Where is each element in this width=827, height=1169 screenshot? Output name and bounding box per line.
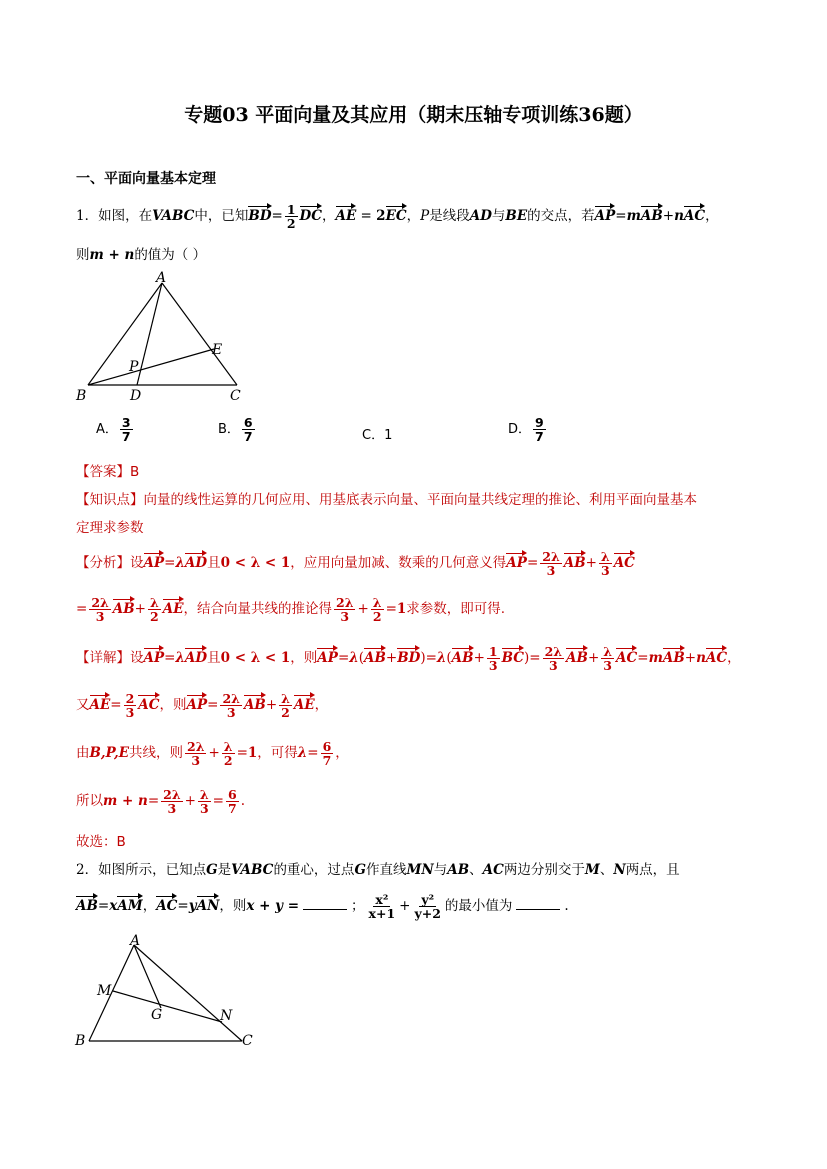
q1-stem-line1: 1．如图，在VABC中，已知BD= $\frac{1}{2}$ DC，AE = 2EC，P是线段AD与BE的交点，若AP=mAB+nAC， (76, 202, 719, 232)
edge-ab (88, 283, 162, 385)
edge-ac (134, 945, 242, 1041)
label-c: C (242, 1033, 253, 1049)
edge-ac (162, 283, 237, 385)
label-m: M (97, 983, 112, 999)
detail-line3: 由B,P,E共线，则 $\frac{2\lambda}{3}$ + $\frac{\lambda}{2}$ =1，可得λ= $\frac{6}{7}$ ， (76, 739, 349, 769)
q2-stem-line2: AB=xAM，AC=yAN，则x + y = ； $\frac{\text{x²}}{x+1}$ + $\frac{\text{y²}}{y+2}$ 的最小值为 . (76, 892, 569, 922)
answer-blank-1[interactable] (303, 909, 347, 910)
label-c: C (230, 388, 241, 404)
label-e: E (212, 342, 223, 358)
edge-ab (89, 945, 134, 1041)
q1-triangle-figure (72, 270, 262, 410)
final-choice: 故选：B (76, 834, 126, 850)
q1-stem-line2: 则m + n的值为（ ） (76, 247, 207, 263)
label-a: A (156, 270, 167, 286)
option-a[interactable]: A． $\frac{3}{7}$ (96, 415, 131, 445)
line-mn (113, 991, 222, 1022)
label-b: B (75, 1033, 86, 1049)
label-g: G (151, 1007, 163, 1023)
option-c[interactable]: C．1 (362, 428, 393, 443)
page-title: 专题03 平面向量及其应用（期末压轴专项训练36题） (184, 104, 643, 126)
option-d[interactable]: D． $\frac{9}{7}$ (508, 415, 544, 445)
analysis-line2: = $\frac{2\lambda}{3}$ AB+ $\frac{\lambda}{2}$ AE，结合向量共线的推论得 $\frac{2\lambda}{3}$ + $\frac{\lambda}{2}$ =1求参数，即可得. (76, 595, 506, 625)
q2-triangle-figure (70, 932, 270, 1052)
segment-be (88, 349, 214, 385)
q2-stem-line1: 2．如图所示，已知点G是VABC的重心，过点G作直线MN与AB、AC两边分别交于M、N两点，且 (76, 862, 680, 878)
detail-line1: 【详解】设AP=λAD且0 < λ < 1，则AP=λ(AB+BD)=λ(AB+ $\frac{1}{3}$ BC)= $\frac{2\lambda}{3}$ AB+ $\frac{\lambda}{3}$ AC=mAB+nAC， (76, 644, 741, 674)
label-b: B (76, 388, 87, 404)
knowledge-line1: 【知识点】向量的线性运算的几何应用、用基底表示向量、平面向量共线定理的推论、利用平面向量基本 (76, 492, 697, 508)
option-b[interactable]: B． $\frac{6}{7}$ (218, 415, 253, 445)
label-a: A (130, 933, 141, 949)
label-p: P (129, 359, 139, 375)
label-n: N (220, 1008, 233, 1024)
analysis-line1: 【分析】设AP=λAD且0 < λ < 1，应用向量加减、数乘的几何意义得AP= $\frac{2\lambda}{3}$ AB+ $\frac{\lambda}{3}$ AC (76, 549, 635, 579)
detail-line2: 又AE= $\frac{2}{3}$ AC，则AP= $\frac{2\lambda}{3}$ AB+ $\frac{\lambda}{2}$ AE， (76, 691, 329, 721)
section-heading: 一、平面向量基本定理 (76, 171, 216, 187)
answer-blank-2[interactable] (516, 909, 560, 910)
detail-line4: 所以m + n= $\frac{2\lambda}{3}$ + $\frac{\lambda}{3}$ = $\frac{6}{7}$ . (76, 787, 245, 817)
label-d: D (130, 388, 142, 404)
knowledge-line2: 定理求参数 (76, 520, 144, 536)
answer: 【答案】B (76, 464, 140, 480)
